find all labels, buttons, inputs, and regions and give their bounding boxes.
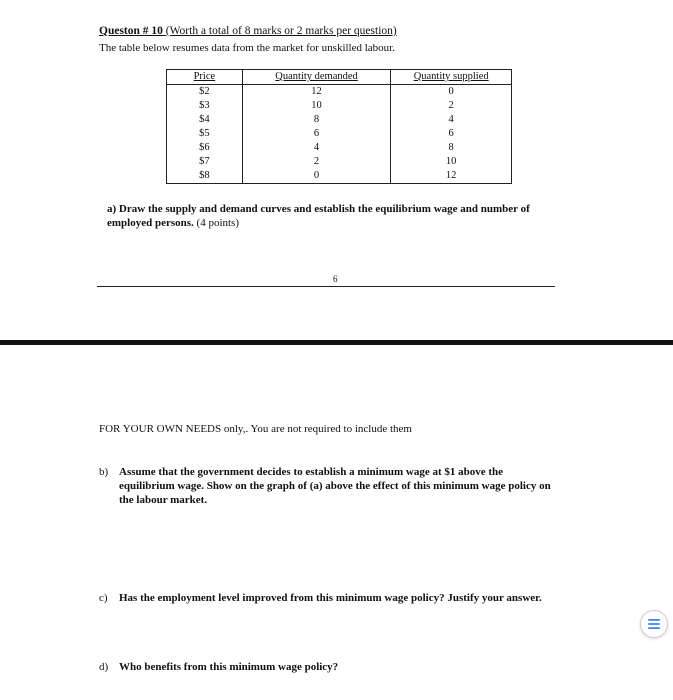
cell-price: $5: [167, 127, 243, 141]
question-b-label: b): [99, 466, 109, 478]
cell-price: $6: [167, 141, 243, 155]
labour-market-table: [166, 69, 512, 184]
cell-supplied: 10: [391, 155, 512, 169]
cell-supplied: 2: [391, 99, 512, 113]
page-separator: [0, 340, 673, 345]
table-row: [167, 99, 512, 113]
cell-demanded: 4: [242, 141, 391, 155]
cell-price: $4: [167, 113, 243, 127]
question-d: [99, 660, 569, 676]
question-a-label: a): [107, 203, 117, 215]
floating-menu-button[interactable]: [640, 610, 668, 638]
question-b-text: Assume that the government decides to establish a minimum wage at $1 above the equilibrium wage. Show on the graph of (a) above the effect of this minimum wage policy on the labour market.: [119, 466, 551, 506]
cell-demanded: 0: [242, 169, 391, 184]
question-heading: [99, 25, 397, 37]
cell-supplied: 0: [391, 85, 512, 100]
question-number: Queston # 10: [99, 25, 163, 37]
header-quantity-demanded: Quantity demanded: [242, 70, 391, 85]
cell-price: $2: [167, 85, 243, 100]
cell-demanded: 2: [242, 155, 391, 169]
question-a: [107, 202, 577, 230]
table-header-row: [167, 70, 512, 85]
own-needs-note: FOR YOUR OWN NEEDS only,. You are not required to include them: [99, 423, 412, 435]
header-quantity-supplied: Quantity supplied: [391, 70, 512, 85]
question-c-label: c): [99, 592, 108, 604]
page-footer-rule: [97, 286, 555, 287]
header-price: Price: [167, 70, 243, 85]
cell-demanded: 12: [242, 85, 391, 100]
table-row: [167, 85, 512, 100]
table-row: [167, 113, 512, 127]
question-marks: (Worth a total of 8 marks or 2 marks per question): [165, 25, 397, 37]
question-d-label: d): [99, 661, 109, 673]
table-row: [167, 141, 512, 155]
table-row: [167, 155, 512, 169]
cell-price: $7: [167, 155, 243, 169]
intro-text: The table below resumes data from the market for unskilled labour.: [99, 42, 395, 54]
cell-supplied: 6: [391, 127, 512, 141]
question-b: [99, 465, 569, 515]
question-c: [99, 591, 569, 621]
question-c-text: Has the employment level improved from this minimum wage policy? Justify your answer.: [119, 592, 542, 604]
page-number: 6: [333, 274, 338, 284]
question-a-text: Draw the supply and demand curves and establish the equilibrium wage and number of employed persons.: [107, 203, 530, 229]
cell-demanded: 10: [242, 99, 391, 113]
cell-price: $3: [167, 99, 243, 113]
cell-supplied: 12: [391, 169, 512, 184]
cell-supplied: 8: [391, 141, 512, 155]
cell-demanded: 6: [242, 127, 391, 141]
question-a-points: (4 points): [196, 217, 240, 229]
cell-demanded: 8: [242, 113, 391, 127]
question-d-text: Who benefits from this minimum wage policy?: [119, 661, 339, 673]
cell-supplied: 4: [391, 113, 512, 127]
cell-price: $8: [167, 169, 243, 184]
table-row: [167, 127, 512, 141]
menu-lines-icon: [647, 617, 661, 631]
table-row: [167, 169, 512, 184]
